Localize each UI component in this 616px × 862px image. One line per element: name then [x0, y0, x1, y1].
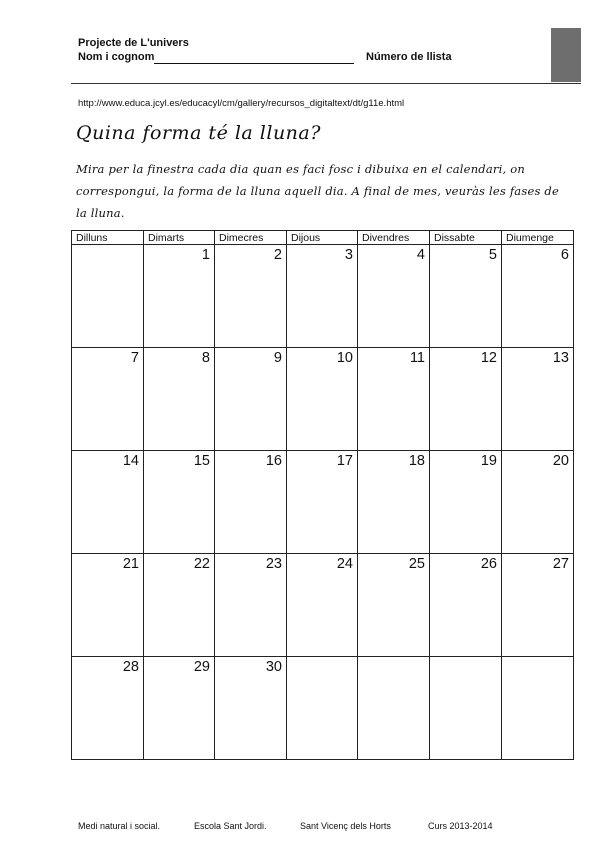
- footer-school: Escola Sant Jordi.: [194, 821, 267, 831]
- calendar-day-cell[interactable]: 28: [72, 657, 144, 760]
- calendar-day-cell[interactable]: 19: [430, 451, 502, 554]
- calendar-day-cell[interactable]: 3: [287, 245, 358, 348]
- calendar-week: [72, 245, 574, 348]
- calendar-day-cell[interactable]: 12: [430, 348, 502, 451]
- list-number-label: Número de llista: [366, 51, 452, 63]
- moon-calendar: [71, 230, 574, 760]
- calendar-day-cell[interactable]: 25: [358, 554, 430, 657]
- calendar-week: [72, 348, 574, 451]
- calendar-day-cell[interactable]: 27: [502, 554, 574, 657]
- calendar-day-cell[interactable]: 23: [215, 554, 287, 657]
- list-number-box: [551, 28, 581, 82]
- calendar-day-cell[interactable]: 18: [358, 451, 430, 554]
- calendar-day-cell[interactable]: 20: [502, 451, 574, 554]
- calendar-day-cell[interactable]: [287, 657, 358, 760]
- calendar-week: [72, 554, 574, 657]
- day-header-divendres: Divendres: [358, 231, 430, 245]
- header-divider: [71, 83, 581, 84]
- page-title: Quina forma té la lluna?: [76, 122, 321, 144]
- day-header-dijous: Dijous: [287, 231, 358, 245]
- calendar-day-cell[interactable]: 2: [215, 245, 287, 348]
- calendar-day-cell[interactable]: 8: [144, 348, 215, 451]
- calendar-day-cell[interactable]: 14: [72, 451, 144, 554]
- calendar-day-cell[interactable]: 22: [144, 554, 215, 657]
- day-header-diumenge: Diumenge: [502, 231, 574, 245]
- calendar-day-cell[interactable]: 1: [144, 245, 215, 348]
- calendar-day-cell[interactable]: 4: [358, 245, 430, 348]
- calendar-day-cell[interactable]: 21: [72, 554, 144, 657]
- calendar-day-cell[interactable]: 15: [144, 451, 215, 554]
- calendar-day-cell[interactable]: 10: [287, 348, 358, 451]
- calendar-day-cell[interactable]: [430, 657, 502, 760]
- calendar-day-cell[interactable]: 24: [287, 554, 358, 657]
- calendar-day-cell[interactable]: [72, 245, 144, 348]
- calendar-day-cell[interactable]: 6: [502, 245, 574, 348]
- calendar-day-cell[interactable]: 13: [502, 348, 574, 451]
- calendar-day-cell[interactable]: 17: [287, 451, 358, 554]
- calendar-day-cell[interactable]: 26: [430, 554, 502, 657]
- calendar-week: [72, 451, 574, 554]
- calendar-day-cell[interactable]: 30: [215, 657, 287, 760]
- footer-town: Sant Vicenç dels Horts: [300, 821, 391, 831]
- calendar-day-cell[interactable]: 11: [358, 348, 430, 451]
- calendar-day-cell[interactable]: 5: [430, 245, 502, 348]
- source-url: http://www.educa.jcyl.es/educacyl/cm/gallery/recursos_digitaltext/dt/g11e.html: [78, 98, 405, 109]
- calendar-day-cell[interactable]: [358, 657, 430, 760]
- calendar-day-cell[interactable]: 9: [215, 348, 287, 451]
- footer-year: Curs 2013-2014: [428, 821, 493, 831]
- day-header-dilluns: Dilluns: [72, 231, 144, 245]
- name-blank-line[interactable]: [154, 63, 354, 64]
- day-header-dissabte: Dissabte: [430, 231, 502, 245]
- calendar-week: [72, 657, 574, 760]
- name-label: Nom i cognom: [78, 51, 155, 63]
- calendar-header-row: [72, 231, 574, 245]
- footer-subject: Medi natural i social.: [78, 821, 161, 831]
- calendar-day-cell[interactable]: 7: [72, 348, 144, 451]
- day-header-dimarts: Dimarts: [144, 231, 215, 245]
- project-title: Projecte de L'univers: [78, 37, 189, 49]
- instructions-text: Mira per la finestra cada dia quan es faci fosc i dibuixa en el calendari, on correspongui, la forma de la lluna aquell dia. A final de mes, veuràs les fases de la lluna.: [76, 162, 559, 220]
- calendar-day-cell[interactable]: 16: [215, 451, 287, 554]
- day-header-dimecres: Dimecres: [215, 231, 287, 245]
- calendar-day-cell[interactable]: 29: [144, 657, 215, 760]
- calendar-day-cell[interactable]: [502, 657, 574, 760]
